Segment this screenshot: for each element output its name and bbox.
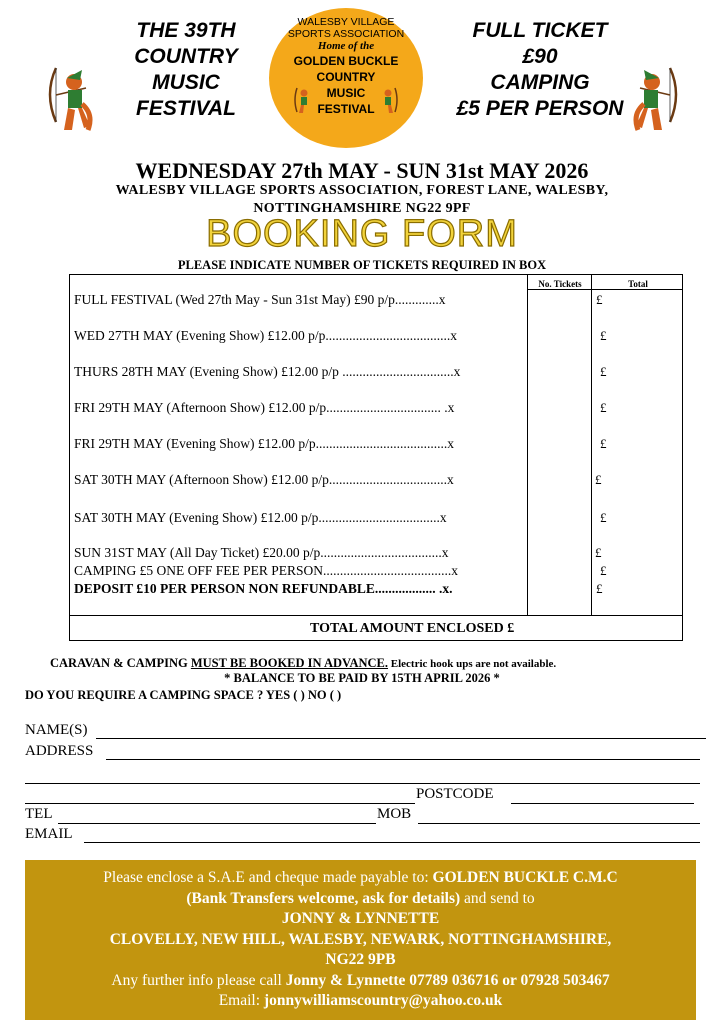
deposit-row: DEPOSIT £10 PER PERSON NON REFUNDABLE.................. .x. <box>74 581 453 596</box>
ticket-price-block <box>440 18 640 122</box>
logo-line: MUSIC <box>326 86 366 100</box>
festival-title-line: MUSIC <box>152 71 220 94</box>
phone-line <box>25 971 696 992</box>
caravan-notice <box>50 656 556 671</box>
postcode-input-line[interactable] <box>511 803 694 804</box>
payment-info-panel <box>25 860 696 1020</box>
ticket-price-line: CAMPING <box>490 71 590 94</box>
ticket-price-line: FULL TICKET <box>472 19 608 42</box>
logo-line: WALESBY VILLAGE <box>297 16 395 28</box>
tel-label: TEL <box>25 806 53 822</box>
contact-email-link[interactable]: jonnywilliamscountry@yahoo.co.uk <box>263 992 503 1009</box>
mob-label: MOB <box>377 806 412 822</box>
ticket-table <box>69 274 683 641</box>
address-input-line[interactable] <box>106 759 700 760</box>
total-cell[interactable]: £ <box>595 472 602 487</box>
total-cell[interactable]: £ <box>600 400 607 415</box>
address-input-line[interactable] <box>25 783 700 784</box>
golden-buckle-logo <box>269 8 423 148</box>
address-input-line[interactable] <box>25 803 415 804</box>
advance-booking-warning: MUST BE BOOKED IN ADVANCE. <box>190 656 389 670</box>
column-divider <box>527 275 528 615</box>
contact-names: JONNY & LYNNETTE <box>281 910 440 927</box>
total-cell[interactable]: £ <box>596 292 603 307</box>
total-cell[interactable]: £ <box>596 581 603 596</box>
email-label: EMAIL <box>25 826 73 842</box>
name-input-line[interactable] <box>96 738 706 739</box>
camping-space-question[interactable]: DO YOU REQUIRE A CAMPING SPACE ? YES ( ) NO ( ) <box>25 688 342 702</box>
postal-address: CLOVELLY, NEW HILL, WALESBY, NEWARK, NOTTINGHAMSHIRE, <box>109 930 612 948</box>
logo-line: COUNTRY <box>316 70 376 84</box>
ticket-row: THURS 28TH MAY (Evening Show) £12.00 p/p .................................x <box>74 364 461 379</box>
total-cell[interactable]: £ <box>600 563 607 578</box>
bank-transfer-note: (Bank Transfers welcome, ask for details) <box>186 889 461 907</box>
payment-text: and send to <box>460 889 535 907</box>
archer-fox-icon <box>293 86 311 114</box>
tel-input-line[interactable] <box>58 823 376 824</box>
postcode-label: POSTCODE <box>416 786 494 802</box>
ticket-row: FULL FESTIVAL (Wed 27th May - Sun 31st May) £90 p/p.............x <box>74 292 446 307</box>
ticket-row: FRI 29TH MAY (Afternoon Show) £12.00 p/p.................................. .x <box>74 400 455 415</box>
festival-title-line: COUNTRY <box>134 45 238 68</box>
ticket-row: SAT 30TH MAY (Evening Show) £12.00 p/p....................................x <box>74 510 447 525</box>
logo-line: GOLDEN BUCKLE <box>293 54 399 68</box>
total-cell[interactable]: £ <box>600 436 607 451</box>
ticket-row: SUN 31ST MAY (All Day Ticket) £20.00 p/p....................................x <box>74 545 449 560</box>
payment-text: Please enclose a S.A.E and cheque made payable to: <box>103 869 433 886</box>
column-header-tickets: No. Tickets <box>538 279 582 289</box>
total-amount-enclosed: TOTAL AMOUNT ENCLOSED £ <box>310 621 515 636</box>
address-label: ADDRESS <box>25 743 94 759</box>
archer-fox-icon <box>381 86 399 114</box>
ticket-price-line: £5 PER PERSON <box>456 97 624 120</box>
balance-due-notice: * BALANCE TO BE PAID BY 15TH APRIL 2026 * <box>224 671 500 685</box>
email-line <box>25 991 696 1012</box>
caravan-notice-text: CARAVAN & CAMPING <box>50 656 191 670</box>
archer-fox-icon <box>632 64 684 138</box>
payment-text: Any further info please call <box>111 971 286 989</box>
ticket-row: FRI 29TH MAY (Evening Show) £12.00 p/p.......................................x <box>74 436 455 451</box>
total-cell[interactable]: £ <box>600 328 607 343</box>
header-divider <box>527 289 683 290</box>
venue-line: WALESBY VILLAGE SPORTS ASSOCIATION, FOREST LANE, WALESBY, <box>115 183 609 198</box>
postal-postcode: NG22 9PB <box>325 951 396 968</box>
ticket-row: WED 27TH MAY (Evening Show) £12.00 p/p.....................................x <box>74 328 457 343</box>
payment-line <box>25 889 696 910</box>
festival-dates: WEDNESDAY 27th MAY - SUN 31st MAY 2026 <box>135 158 589 183</box>
festival-title-block <box>86 18 286 122</box>
payee-name: GOLDEN BUCKLE C.M.C <box>432 869 618 886</box>
total-cell[interactable]: £ <box>595 545 602 560</box>
mob-input-line[interactable] <box>418 823 700 824</box>
email-input-line[interactable] <box>84 842 700 843</box>
ticket-row: SAT 30TH MAY (Afternoon Show) £12.00 p/p...................................x <box>74 472 454 487</box>
festival-title-line: FESTIVAL <box>136 97 236 120</box>
logo-line: FESTIVAL <box>317 102 375 116</box>
hookup-notice: Electric hook ups are not available. <box>388 658 557 670</box>
payment-text: Email: <box>218 992 264 1009</box>
logo-line: SPORTS ASSOCIATION <box>287 28 405 40</box>
total-cell[interactable]: £ <box>600 510 607 525</box>
festival-title-line: THE 39TH <box>136 19 236 42</box>
ticket-price-line: £90 <box>522 45 558 68</box>
total-cell[interactable]: £ <box>600 364 607 379</box>
column-header-total: Total <box>628 279 648 289</box>
ticket-instruction: PLEASE INDICATE NUMBER OF TICKETS REQUIRED IN BOX <box>177 258 547 272</box>
ticket-row: CAMPING £5 ONE OFF FEE PER PERSON......................................x <box>74 563 459 578</box>
name-label: NAME(S) <box>25 722 88 738</box>
booking-form-title: BOOKING FORM <box>206 213 518 255</box>
venue-line: NOTTINGHAMSHIRE NG22 9PF <box>253 201 471 216</box>
archer-fox-icon <box>42 64 94 138</box>
payment-line <box>25 868 696 889</box>
total-divider <box>70 615 682 616</box>
logo-line: Home of the <box>317 40 375 52</box>
column-divider <box>591 275 592 615</box>
phone-numbers: Jonny & Lynnette 07789 036716 or 07928 503467 <box>285 971 610 989</box>
